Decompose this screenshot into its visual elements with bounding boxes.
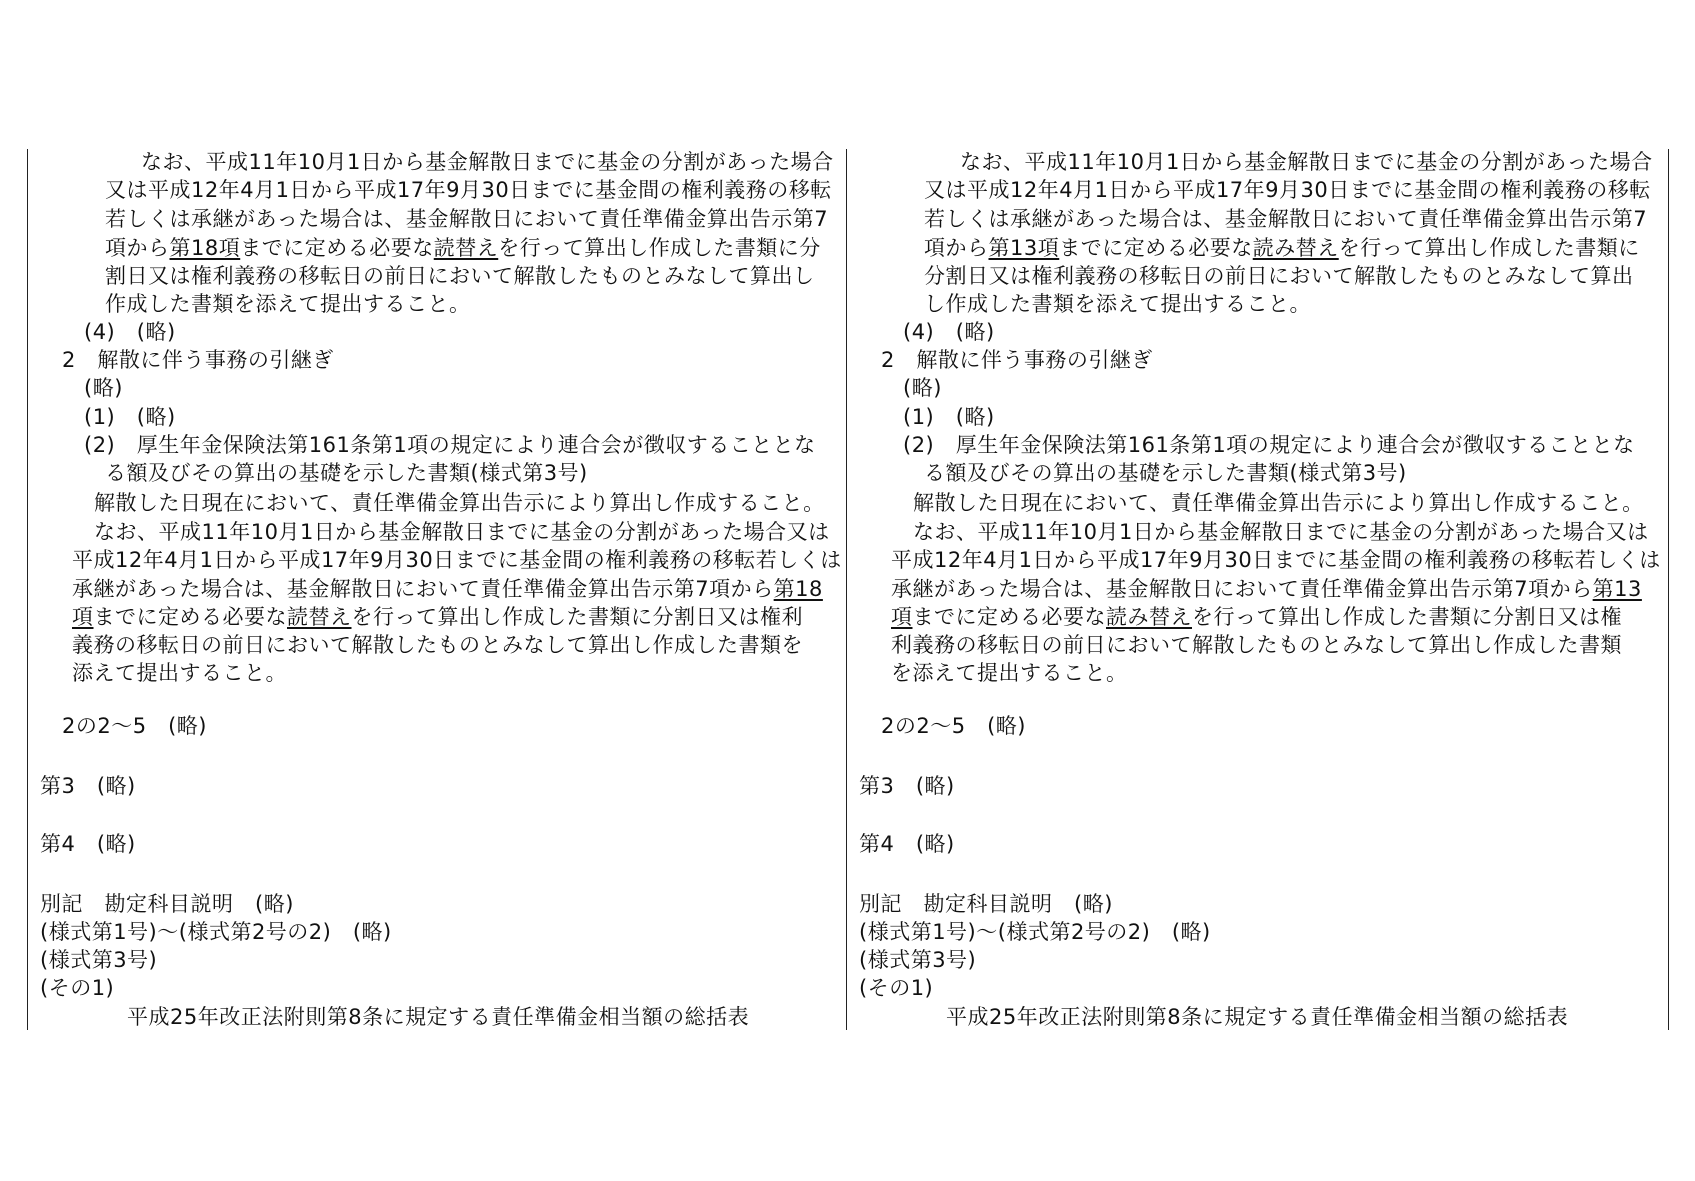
right-border-line bbox=[1668, 149, 1669, 1030]
text-line bbox=[94, 489, 825, 517]
column-divider-line bbox=[846, 149, 847, 1030]
text-line bbox=[105, 176, 832, 204]
text-segment: 2の2～5 (略) bbox=[62, 714, 207, 738]
text-line bbox=[105, 459, 588, 487]
text-line bbox=[105, 205, 828, 233]
text-segment: 平成25年改正法附則第8条に規定する責任準備金相当額の総括表 bbox=[127, 1005, 750, 1029]
left-border-line bbox=[27, 149, 28, 1030]
underlined-amendment: 読替え bbox=[287, 605, 352, 629]
text-segment: (様式第1号)～(様式第2号の2) (略) bbox=[40, 920, 392, 944]
text-segment: (様式第3号) bbox=[40, 948, 158, 972]
text-line bbox=[40, 772, 136, 800]
text-segment: なお、平成11年10月1日から基金解散日までに基金の分割があった場合 bbox=[141, 150, 834, 174]
text-line bbox=[859, 772, 955, 800]
text-line bbox=[72, 546, 842, 574]
text-segment: (1) (略) bbox=[84, 405, 176, 429]
text-segment: なお、平成11年10月1日から基金解散日までに基金の分割があった場合 bbox=[960, 150, 1653, 174]
text-line bbox=[84, 431, 816, 459]
text-segment: までに定める必要な bbox=[1059, 236, 1253, 260]
text-line bbox=[903, 318, 995, 346]
text-line bbox=[40, 830, 136, 858]
text-line bbox=[881, 712, 1026, 740]
text-segment: 別記 勘定科目説明 (略) bbox=[859, 892, 1113, 916]
underlined-amendment: 読み替え bbox=[1252, 236, 1339, 260]
text-segment: 若しくは承継があった場合は、基金解散日において責任準備金算出告示第7 bbox=[105, 207, 829, 231]
text-line bbox=[105, 262, 815, 290]
text-line bbox=[105, 234, 821, 262]
text-segment: 分割日又は権利義務の移転日の前日において解散したものとみなして算出 bbox=[924, 264, 1634, 288]
text-line bbox=[960, 148, 1653, 176]
text-segment: 添えて提出すること。 bbox=[72, 661, 287, 685]
text-segment: 又は平成12年4月1日から平成17年9月30日までに基金間の権利義務の移転 bbox=[105, 178, 832, 202]
text-line bbox=[40, 918, 392, 946]
text-segment: (略) bbox=[84, 376, 123, 400]
text-line bbox=[891, 631, 1622, 659]
text-line bbox=[924, 262, 1634, 290]
text-line bbox=[859, 830, 955, 858]
text-line bbox=[913, 489, 1644, 517]
text-segment: 解散した日現在において、責任準備金算出告示により算出し作成すること。 bbox=[913, 491, 1644, 515]
underlined-amendment: 第13項 bbox=[988, 236, 1060, 260]
text-segment: なお、平成11年10月1日から基金解散日までに基金の分割があった場合又は bbox=[913, 520, 1649, 544]
text-segment: 又は平成12年4月1日から平成17年9月30日までに基金間の権利義務の移転 bbox=[924, 178, 1651, 202]
underlined-amendment: 読み替え bbox=[1106, 605, 1192, 629]
text-line bbox=[141, 148, 834, 176]
text-line bbox=[891, 603, 1622, 631]
underlined-amendment: 第18項 bbox=[169, 236, 241, 260]
text-segment: 2の2～5 (略) bbox=[881, 714, 1026, 738]
text-segment: (2) 厚生年金保険法第161条第1項の規定により連合会が徴収することとな bbox=[903, 433, 1635, 457]
text-line bbox=[924, 234, 1640, 262]
underlined-amendment: 読替え bbox=[433, 236, 499, 260]
text-segment: を行って算出し作成した書類に分 bbox=[498, 236, 821, 260]
text-segment: 解散した日現在において、責任準備金算出告示により算出し作成すること。 bbox=[94, 491, 825, 515]
text-segment: (様式第3号) bbox=[859, 948, 977, 972]
text-line bbox=[40, 890, 294, 918]
text-segment: 義務の移転日の前日において解散したものとみなして算出し作成した書類を bbox=[72, 633, 803, 657]
text-segment: 平成25年改正法附則第8条に規定する責任準備金相当額の総括表 bbox=[946, 1005, 1569, 1029]
text-segment: 第4 (略) bbox=[40, 832, 136, 856]
text-line bbox=[72, 659, 287, 687]
text-line bbox=[84, 374, 123, 402]
underlined-amendment: 項 bbox=[72, 605, 94, 629]
text-line bbox=[924, 205, 1647, 233]
text-segment: 平成12年4月1日から平成17年9月30日までに基金間の権利義務の移転若しくは bbox=[72, 548, 842, 572]
text-line bbox=[881, 346, 1153, 374]
text-segment: なお、平成11年10月1日から基金解散日までに基金の分割があった場合又は bbox=[94, 520, 830, 544]
text-segment: 項から bbox=[924, 236, 989, 260]
text-line bbox=[859, 918, 1211, 946]
underlined-amendment: 項 bbox=[891, 605, 913, 629]
text-line bbox=[105, 290, 471, 318]
text-segment: 利義務の移転日の前日において解散したものとみなして算出し作成した書類 bbox=[891, 633, 1622, 657]
text-line bbox=[924, 290, 1311, 318]
text-segment: (様式第1号)～(様式第2号の2) (略) bbox=[859, 920, 1211, 944]
text-segment: る額及びその算出の基礎を示した書類(様式第3号) bbox=[924, 461, 1407, 485]
text-line bbox=[84, 403, 176, 431]
underlined-amendment: 第18 bbox=[773, 577, 823, 601]
text-segment: を添えて提出すること。 bbox=[891, 661, 1128, 685]
text-segment: (1) (略) bbox=[903, 405, 995, 429]
text-line bbox=[891, 546, 1661, 574]
text-segment: を行って算出し作成した書類に bbox=[1338, 236, 1640, 260]
text-segment: (その1) bbox=[859, 976, 934, 1000]
text-segment: (略) bbox=[903, 376, 942, 400]
text-segment: 第3 (略) bbox=[40, 774, 136, 798]
text-line bbox=[72, 575, 823, 603]
text-segment: 作成した書類を添えて提出すること。 bbox=[105, 292, 471, 316]
text-segment: 承継があった場合は、基金解散日において責任準備金算出告示第7項から bbox=[72, 577, 774, 601]
text-line bbox=[903, 374, 942, 402]
text-segment: を行って算出し作成した書類に分割日又は権 bbox=[1192, 605, 1622, 629]
text-line bbox=[859, 890, 1113, 918]
text-segment: る額及びその算出の基礎を示した書類(様式第3号) bbox=[105, 461, 588, 485]
text-line bbox=[859, 974, 933, 1002]
underlined-amendment: 第13 bbox=[1592, 577, 1642, 601]
text-segment: し作成した書類を添えて提出すること。 bbox=[924, 292, 1311, 316]
text-line bbox=[40, 946, 157, 974]
text-line bbox=[94, 518, 830, 546]
text-segment: 平成12年4月1日から平成17年9月30日までに基金間の権利義務の移転若しくは bbox=[891, 548, 1661, 572]
text-segment: までに定める必要な bbox=[93, 605, 287, 629]
text-line bbox=[924, 176, 1651, 204]
text-segment: (4) (略) bbox=[903, 320, 995, 344]
text-segment: (2) 厚生年金保険法第161条第1項の規定により連合会が徴収することとな bbox=[84, 433, 816, 457]
text-line bbox=[903, 431, 1635, 459]
text-segment: 2 解散に伴う事務の引継ぎ bbox=[881, 348, 1153, 372]
text-segment: 若しくは承継があった場合は、基金解散日において責任準備金算出告示第7 bbox=[924, 207, 1648, 231]
text-line bbox=[127, 1003, 749, 1031]
text-segment: 第3 (略) bbox=[859, 774, 955, 798]
text-line bbox=[72, 603, 803, 631]
text-line bbox=[40, 974, 114, 1002]
text-line bbox=[62, 346, 334, 374]
text-segment: (その1) bbox=[40, 976, 115, 1000]
text-line bbox=[924, 459, 1407, 487]
text-segment: 承継があった場合は、基金解散日において責任準備金算出告示第7項から bbox=[891, 577, 1593, 601]
text-segment: までに定める必要な bbox=[912, 605, 1106, 629]
text-line bbox=[891, 575, 1642, 603]
text-line bbox=[859, 946, 976, 974]
text-segment: 第4 (略) bbox=[859, 832, 955, 856]
text-line bbox=[62, 712, 207, 740]
text-line bbox=[946, 1003, 1568, 1031]
text-segment: 項から bbox=[105, 236, 170, 260]
text-segment: (4) (略) bbox=[84, 320, 176, 344]
text-segment: を行って算出し作成した書類に分割日又は権利 bbox=[351, 605, 803, 629]
text-line bbox=[891, 659, 1128, 687]
text-line bbox=[84, 318, 176, 346]
text-line bbox=[903, 403, 995, 431]
text-line bbox=[72, 631, 803, 659]
text-segment: までに定める必要な bbox=[240, 236, 434, 260]
text-segment: 別記 勘定科目説明 (略) bbox=[40, 892, 294, 916]
text-segment: 割日又は権利義務の移転日の前日において解散したものとみなして算出し bbox=[105, 264, 815, 288]
text-segment: 2 解散に伴う事務の引継ぎ bbox=[62, 348, 334, 372]
text-line bbox=[913, 518, 1649, 546]
